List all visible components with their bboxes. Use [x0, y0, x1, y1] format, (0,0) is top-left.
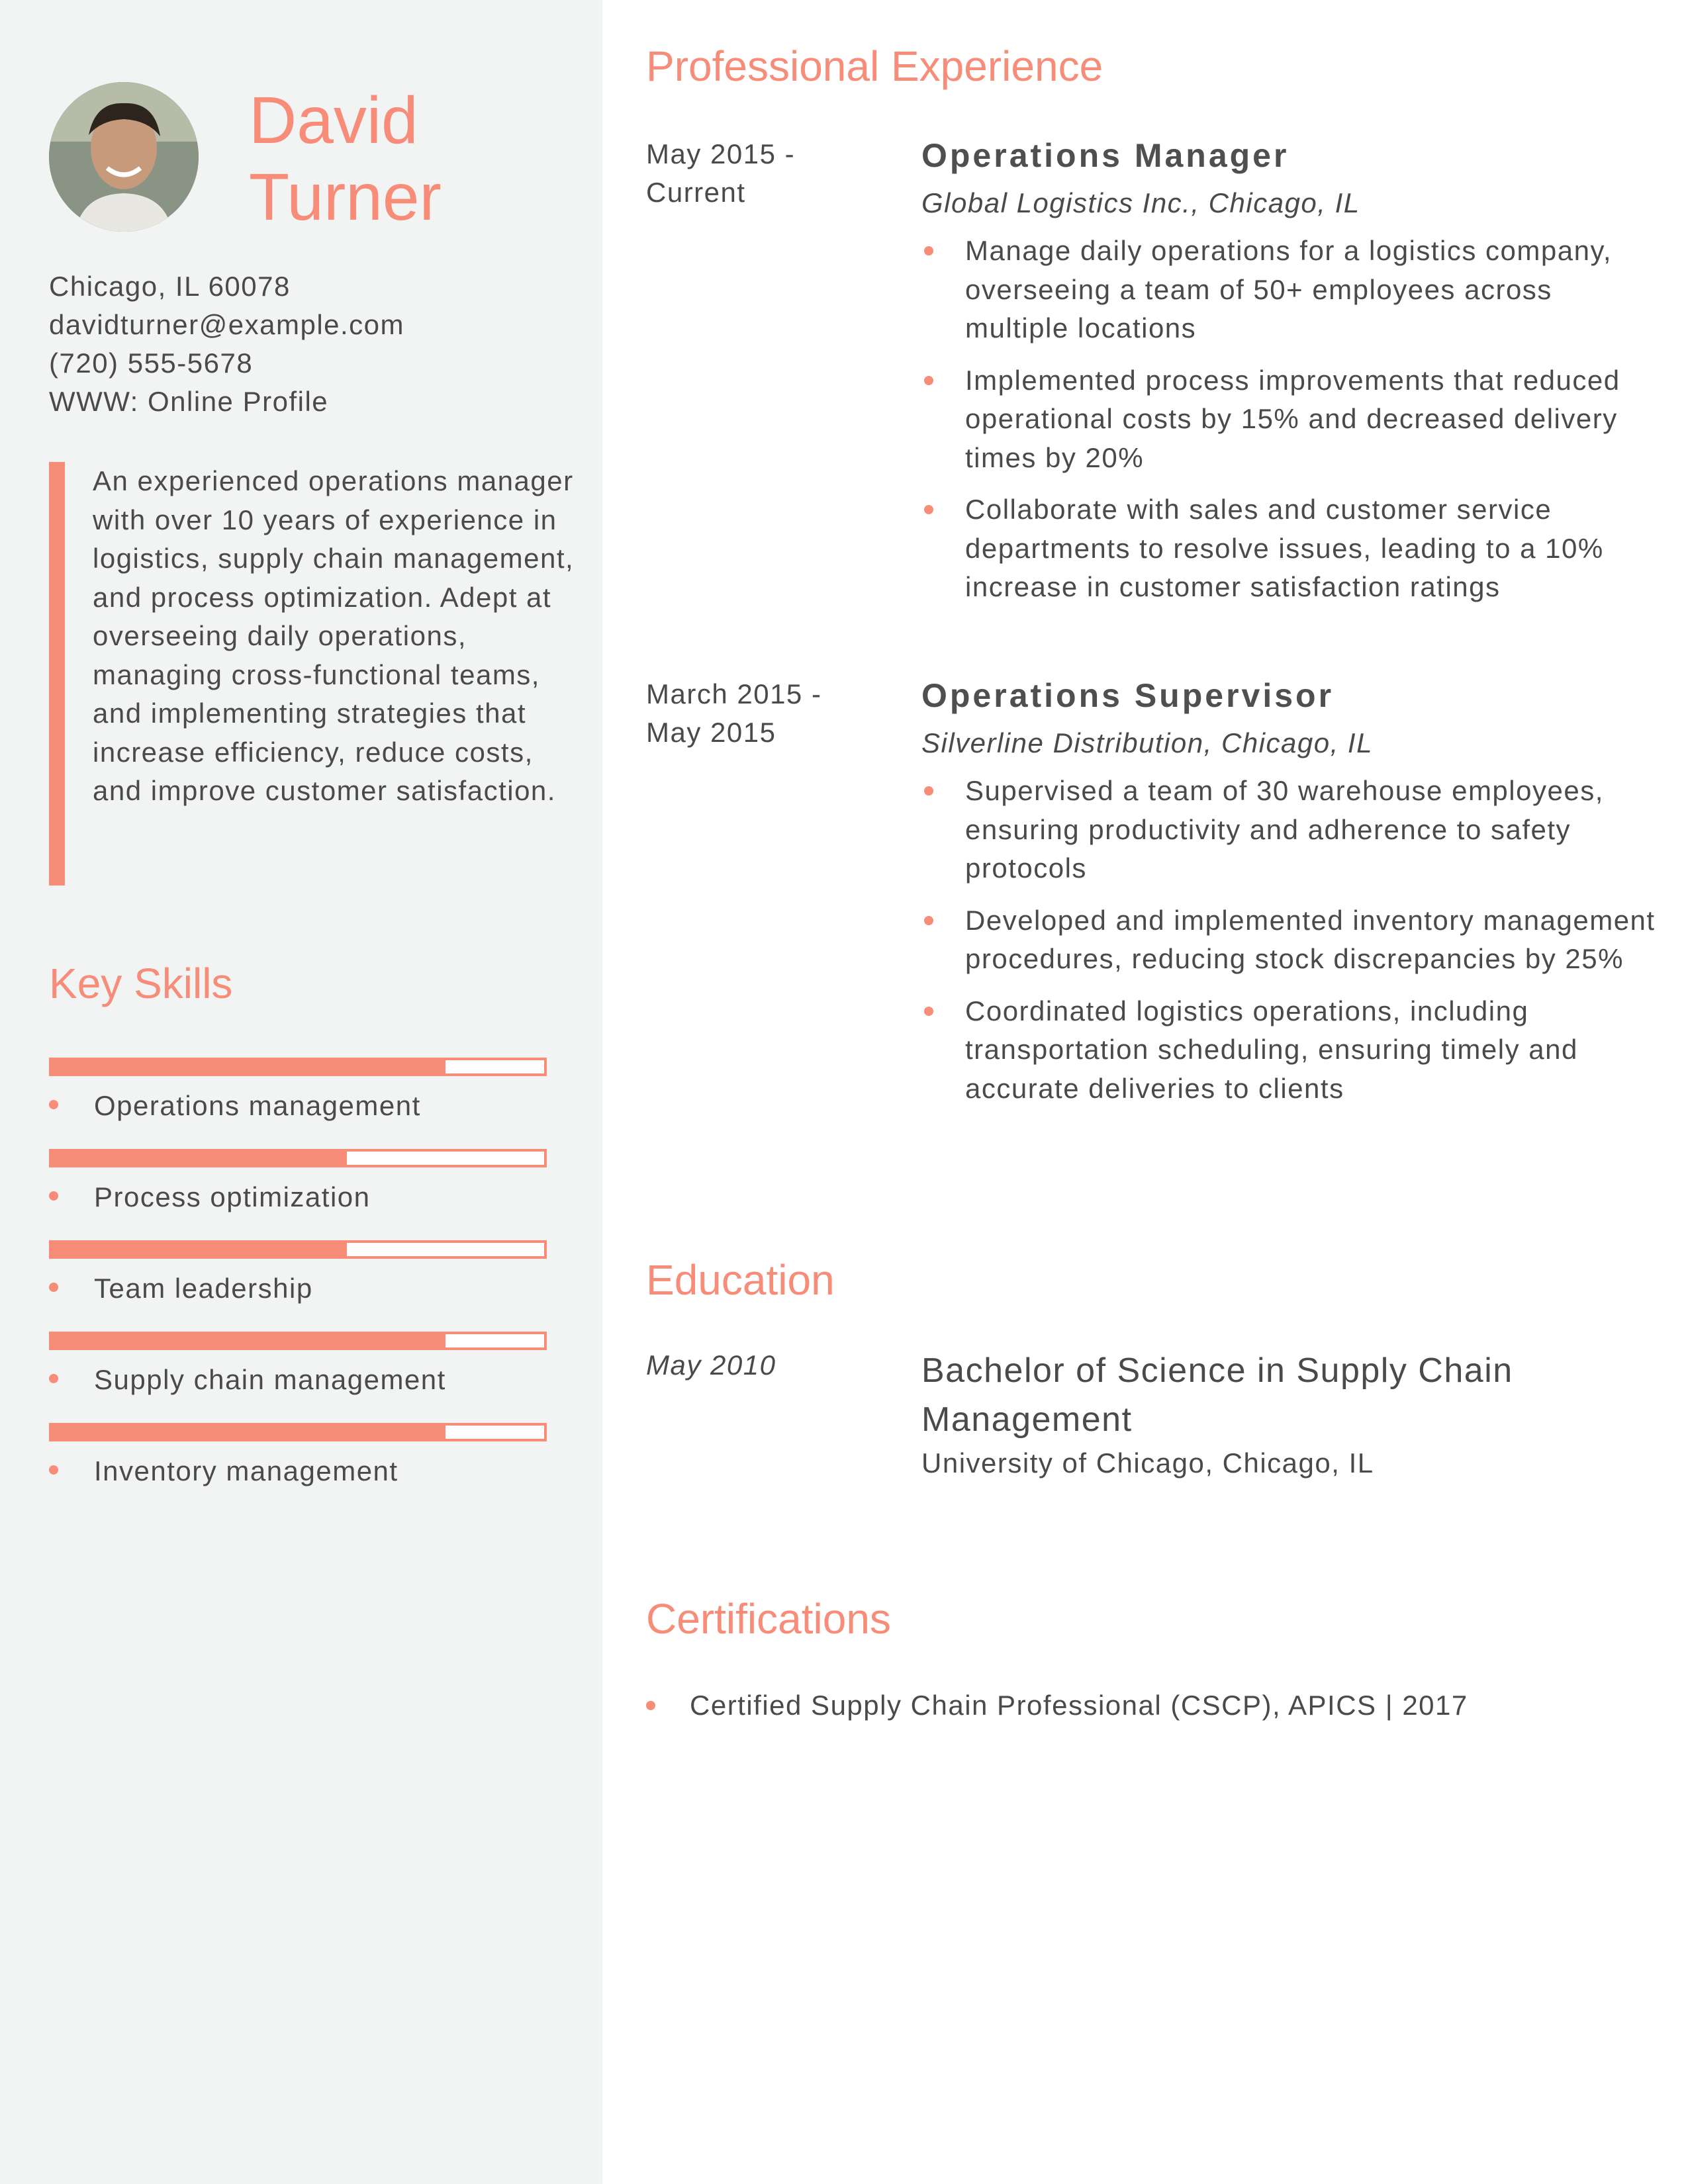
job-dates: March 2015 - May 2015	[646, 678, 822, 748]
list-item	[921, 361, 1656, 478]
candidate-name	[249, 82, 593, 236]
skill-item	[49, 1423, 547, 1514]
job-bullets	[921, 772, 1656, 1108]
skills-list	[49, 1058, 547, 1514]
job-dates: May 2015 - Current	[646, 138, 796, 208]
bullet-icon	[924, 916, 933, 925]
first-name: David	[249, 83, 418, 158]
bullet-icon	[924, 1007, 933, 1016]
bullet-icon	[646, 1701, 655, 1710]
bullet-icon	[49, 1283, 58, 1292]
degree: Bachelor of Science in Supply Chain Management	[921, 1351, 1513, 1439]
skill-bar	[49, 1332, 547, 1350]
website-link[interactable]: WWW: Online Profile	[49, 386, 329, 417]
summary-block	[49, 462, 575, 886]
phone[interactable]: (720) 555-5678	[49, 347, 254, 379]
skills-heading: Key Skills	[49, 960, 233, 1007]
education-heading: Education	[646, 1256, 835, 1304]
bullet-icon	[49, 1374, 58, 1383]
bullet-text: Developed and implemented inventory management procedures, reducing stock discrepancies by 25%	[965, 904, 1656, 974]
skill-label: Operations management	[94, 1090, 421, 1121]
skill-label: Team leadership	[94, 1273, 313, 1304]
skill-label: Process optimization	[94, 1181, 371, 1212]
bullet-icon	[924, 505, 933, 514]
bullet-text: Manage daily operations for a logistics company, overseeing a team of 50+ employees across multiple locations	[965, 235, 1613, 343]
bullet-icon	[924, 246, 933, 255]
bullet-icon	[49, 1191, 58, 1201]
skill-bar	[49, 1240, 547, 1259]
bullet-icon	[924, 376, 933, 385]
list-item	[921, 772, 1656, 888]
skill-bar-fill	[52, 1243, 347, 1256]
bullet-icon	[924, 786, 933, 796]
skill-label: Inventory management	[94, 1455, 399, 1486]
bullet-text: Supervised a team of 30 warehouse employees, ensuring productivity and adherence to safety protocols	[965, 775, 1604, 884]
skill-bar-fill	[52, 1334, 445, 1347]
job-title: Operations Manager	[921, 137, 1289, 174]
job-details	[921, 675, 1656, 1121]
job-title: Operations Supervisor	[921, 677, 1335, 714]
job-bullets	[921, 232, 1656, 607]
skill-bar-fill	[52, 1426, 445, 1439]
sidebar	[0, 0, 602, 2184]
skill-bar	[49, 1149, 547, 1167]
skill-label: Supply chain management	[94, 1364, 446, 1395]
education-details	[921, 1346, 1656, 1482]
bullet-text: Coordinated logistics operations, including transportation scheduling, ensuring timely and accurate deliveries to clients	[965, 995, 1578, 1104]
summary-text: An experienced operations manager with over 10 years of experience in logistics, supply chain management, and process optimization. Adept at overseeing daily operations, managing cross-functional teams, and implementing strategies that increase efficiency, reduce costs, and improve customer satisfaction.	[93, 465, 575, 806]
email[interactable]: davidturner@example.com	[49, 309, 405, 340]
job-company: Global Logistics Inc., Chicago, IL	[921, 187, 1360, 218]
contact-info	[49, 267, 404, 421]
certifications-heading: Certifications	[646, 1595, 891, 1643]
education-date: May 2010	[646, 1349, 776, 1381]
list-item	[921, 232, 1656, 348]
skill-bar	[49, 1423, 547, 1441]
school: University of Chicago, Chicago, IL	[921, 1447, 1374, 1479]
list-item	[921, 901, 1656, 979]
skill-item	[49, 1058, 547, 1149]
bullet-text: Implemented process improvements that reduced operational costs by 15% and decreased delivery times by 20%	[965, 364, 1620, 473]
skill-item	[49, 1332, 547, 1423]
experience-heading: Professional Experience	[646, 42, 1103, 90]
certification-text: Certified Supply Chain Professional (CSCP), APICS | 2017	[690, 1690, 1468, 1721]
last-name: Turner	[249, 160, 442, 234]
bullet-icon	[49, 1465, 58, 1475]
avatar	[49, 82, 199, 232]
person-photo-icon	[49, 82, 199, 232]
address: Chicago, IL 60078	[49, 271, 291, 302]
job-details	[921, 135, 1656, 620]
skill-item	[49, 1240, 547, 1332]
skill-bar-fill	[52, 1152, 347, 1165]
skill-bar	[49, 1058, 547, 1076]
bullet-text: Collaborate with sales and customer service departments to resolve issues, leading to a 10% increase in customer satisfaction ratings	[965, 494, 1604, 602]
skill-bar-fill	[52, 1060, 445, 1073]
skill-item	[49, 1149, 547, 1240]
list-item	[921, 490, 1656, 607]
list-item	[921, 992, 1656, 1109]
job-company: Silverline Distribution, Chicago, IL	[921, 727, 1373, 758]
bullet-icon	[49, 1100, 58, 1109]
